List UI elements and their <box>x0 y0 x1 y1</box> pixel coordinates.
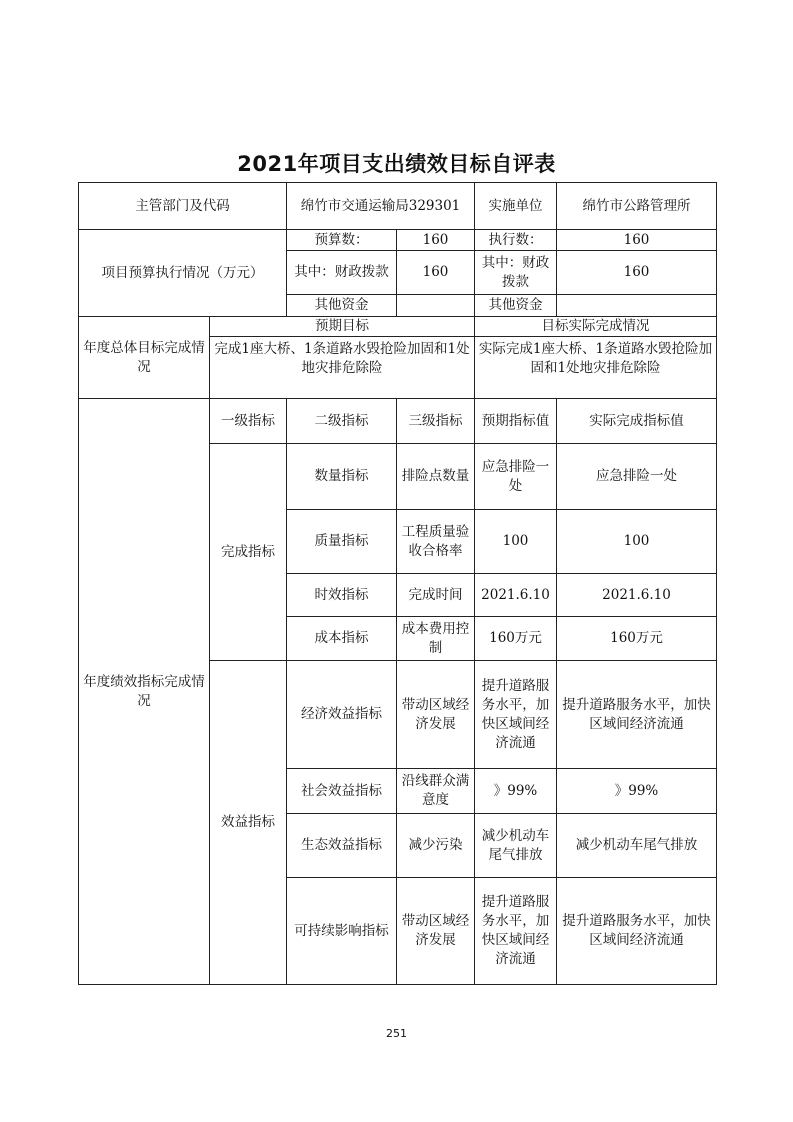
fiscal-exec-label: 其中：财政拨款 <box>475 251 557 295</box>
fiscal-value: 160 <box>397 251 475 295</box>
actual-cell: 》99% <box>557 769 717 814</box>
actual-cell: 2021.6.10 <box>557 574 717 617</box>
fiscal-exec-value: 160 <box>557 251 717 295</box>
budget-row <box>79 230 717 251</box>
dept-label: 主管部门及代码 <box>79 183 287 230</box>
expected-cell: 减少机动车尾气排放 <box>475 814 557 878</box>
level3-cell: 带动区域经济发展 <box>397 661 475 769</box>
page-number: 251 <box>386 1027 407 1040</box>
indicator-header-row <box>79 399 717 444</box>
budget-label: 预算数： <box>287 230 397 251</box>
level3-cell: 排险点数量 <box>397 444 475 510</box>
level3-cell: 减少污染 <box>397 814 475 878</box>
exec-label: 执行数： <box>475 230 557 251</box>
other-value <box>397 295 475 317</box>
actual-cell: 提升道路服务水平，加快区域间经济流通 <box>557 878 717 985</box>
goal-section-label: 年度总体目标完成情况 <box>79 317 210 399</box>
other-exec-value <box>557 295 717 317</box>
completion-label: 完成指标 <box>210 444 287 661</box>
level2-cell: 社会效益指标 <box>287 769 397 814</box>
level1-header: 一级指标 <box>210 399 287 444</box>
level2-cell: 数量指标 <box>287 444 397 510</box>
expected-cell: 提升道路服务水平，加快区域间经济流通 <box>475 661 557 769</box>
level3-cell: 带动区域经济发展 <box>397 878 475 985</box>
level3-header: 三级指标 <box>397 399 475 444</box>
benefit-label: 效益指标 <box>210 661 287 985</box>
level2-cell: 生态效益指标 <box>287 814 397 878</box>
actual-cell: 提升道路服务水平，加快区域间经济流通 <box>557 661 717 769</box>
level3-cell: 沿线群众满意度 <box>397 769 475 814</box>
expected-cell: 》99% <box>475 769 557 814</box>
actual-goal-header: 目标实际完成情况 <box>475 317 717 337</box>
level2-cell: 可持续影响指标 <box>287 878 397 985</box>
unit-label: 实施单位 <box>475 183 557 230</box>
unit-value: 绵竹市公路管理所 <box>557 183 717 230</box>
level3-cell: 完成时间 <box>397 574 475 617</box>
dept-value: 绵竹市交通运输局329301 <box>287 183 475 230</box>
budget-value: 160 <box>397 230 475 251</box>
expected-cell: 应急排险一处 <box>475 444 557 510</box>
level2-cell: 成本指标 <box>287 617 397 661</box>
evaluation-table <box>78 182 717 985</box>
expected-cell: 100 <box>475 510 557 574</box>
level2-cell: 时效指标 <box>287 574 397 617</box>
actual-cell: 应急排险一处 <box>557 444 717 510</box>
level2-cell: 经济效益指标 <box>287 661 397 769</box>
expected-cell: 提升道路服务水平，加快区域间经济流通 <box>475 878 557 985</box>
actual-cell: 160万元 <box>557 617 717 661</box>
page-title: 2021年项目支出绩效目标自评表 <box>237 152 556 176</box>
expected-goal-text: 完成1座大桥、1条道路水毁抢险加固和1处地灾排危除险 <box>210 337 475 399</box>
actual-header: 实际完成指标值 <box>557 399 717 444</box>
actual-goal-text: 实际完成1座大桥、1条道路水毁抢险加固和1处地灾排危除险 <box>475 337 717 399</box>
expected-header: 预期指标值 <box>475 399 557 444</box>
level2-header: 二级指标 <box>287 399 397 444</box>
exec-value: 160 <box>557 230 717 251</box>
other-exec-label: 其他资金 <box>475 295 557 317</box>
expected-cell: 2021.6.10 <box>475 574 557 617</box>
expected-goal-header: 预期目标 <box>210 317 475 337</box>
indicator-section-label: 年度绩效指标完成情况 <box>79 399 210 985</box>
expected-cell: 160万元 <box>475 617 557 661</box>
fiscal-label: 其中：财政拨款 <box>287 251 397 295</box>
other-label: 其他资金 <box>287 295 397 317</box>
department-row <box>79 183 717 230</box>
level3-cell: 工程质量验收合格率 <box>397 510 475 574</box>
level2-cell: 质量指标 <box>287 510 397 574</box>
actual-cell: 100 <box>557 510 717 574</box>
level3-cell: 成本费用控制 <box>397 617 475 661</box>
goal-header-row <box>79 317 717 337</box>
actual-cell: 减少机动车尾气排放 <box>557 814 717 878</box>
budget-section-label: 项目预算执行情况（万元） <box>79 230 287 317</box>
